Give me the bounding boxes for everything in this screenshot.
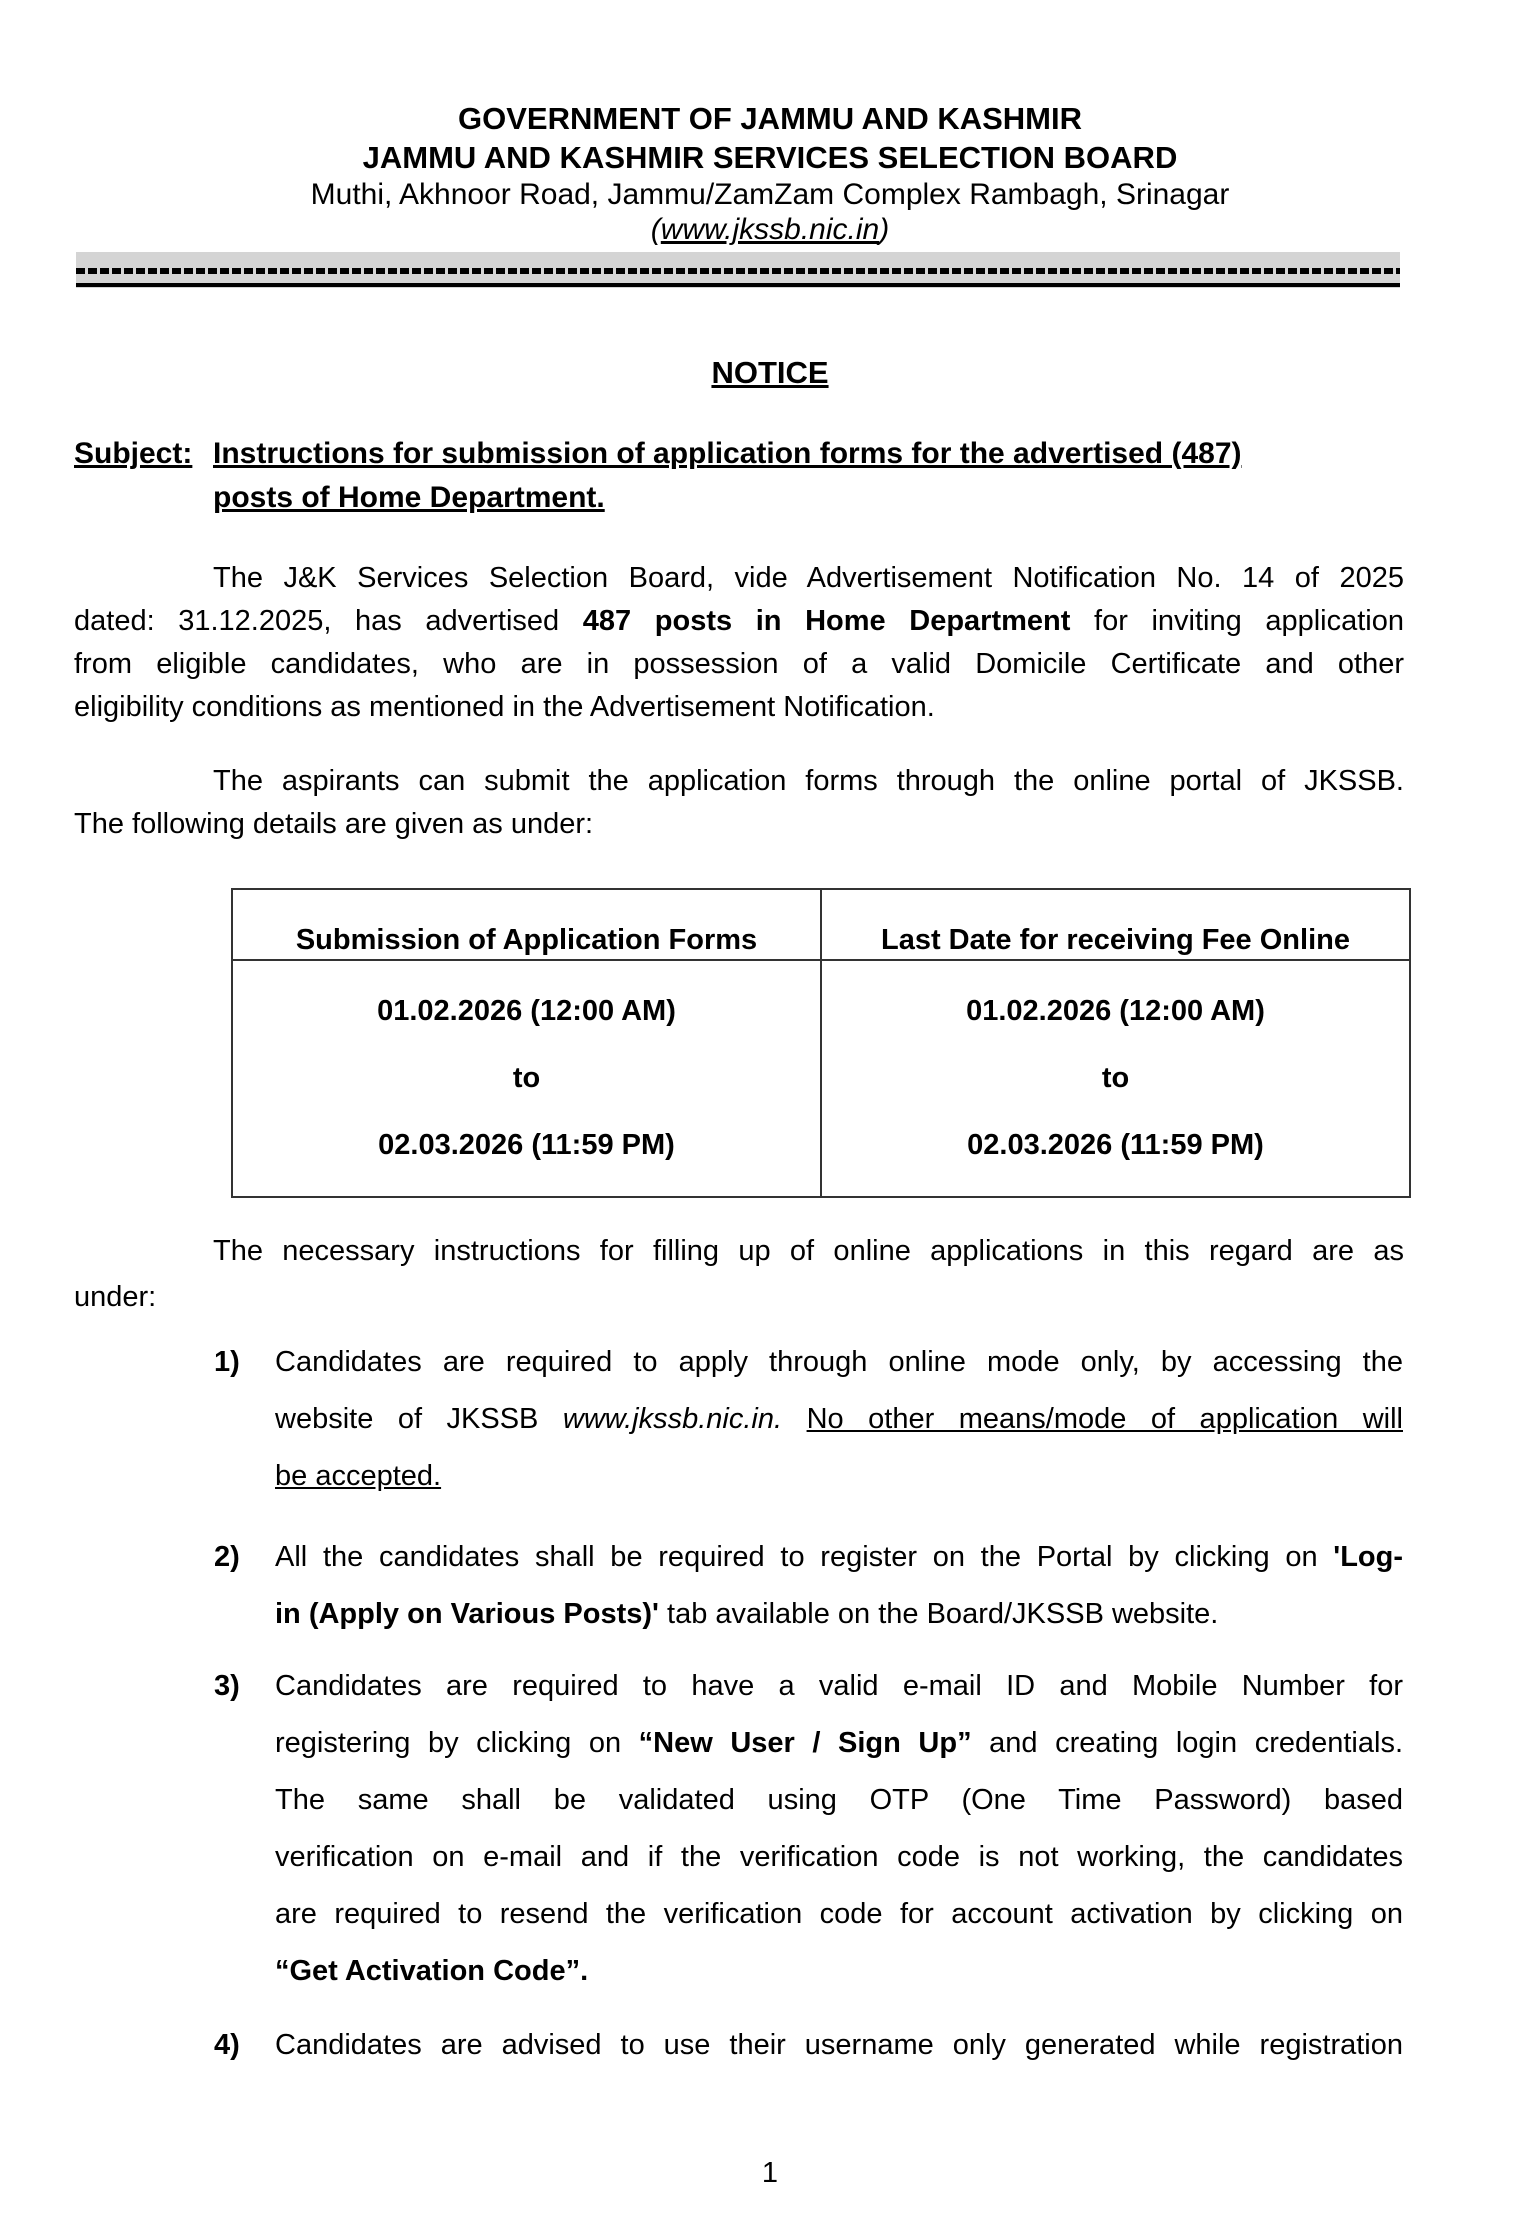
instruction-1-website[interactable]: www.jkssb.nic.in. (562, 1403, 783, 1435)
fee-start-date: 01.02.2026 (12:00 AM) (966, 995, 1265, 1027)
instruction-3-line2-tail: and creating login credentials. (971, 1727, 1403, 1759)
instruction-3-line2-text: registering by clicking on (275, 1727, 639, 1759)
para1-line1: The J&K Services Selection Board, vide Advertisement Notification No. 14 of 2025 (213, 562, 1404, 594)
instruction-3-line1: Candidates are required to have a valid e-mail ID and Mobile Number for (275, 1670, 1403, 1702)
header-website-line (0, 212, 1540, 248)
submission-end-date: 02.03.2026 (11:59 PM) (378, 1129, 675, 1161)
instruction-4 (275, 2017, 1403, 2074)
schedule-table-row (232, 960, 1410, 1197)
instruction-1-number: 1) (214, 1346, 240, 1378)
para1-posts-highlight: 487 posts in Home Department (582, 605, 1071, 637)
para1-line2 (74, 600, 1404, 643)
instruction-4-number: 4) (214, 2029, 240, 2061)
page-number: 1 (761, 2157, 779, 2189)
header-website-link[interactable]: www.jkssb.nic.in (660, 213, 880, 246)
instruction-2-line2 (275, 1586, 1403, 1643)
instruction-1-line2-text: website of JKSSB (275, 1403, 563, 1435)
instruction-3-line4: verification on e-mail and if the verification code is not working, the candidates (275, 1841, 1403, 1873)
fee-to-label: to (1101, 1062, 1130, 1094)
instruction-3-line2 (275, 1715, 1403, 1772)
instruction-4-line1: Candidates are advised to use their username only generated while registration (275, 2029, 1403, 2061)
paragraph-portal (74, 760, 1404, 846)
para3-line1: The necessary instructions for filling up of online applications in this regard are as (213, 1235, 1404, 1267)
schedule-table-header (232, 889, 1410, 960)
header-address: Muthi, Akhnoor Road, Jammu/ZamZam Complex Rambagh, Srinagar (310, 178, 1230, 211)
fee-end-date: 02.03.2026 (11:59 PM) (967, 1129, 1264, 1161)
submission-to-label: to (512, 1062, 541, 1094)
instruction-2-line1-text: All the candidates shall be required to register on the Portal by clicking on (275, 1541, 1334, 1573)
schedule-table (231, 888, 1411, 1198)
instruction-1-line1: Candidates are required to apply through online mode only, by accessing the (275, 1346, 1403, 1378)
instruction-2-login-tab-part1: 'Log- (1333, 1541, 1403, 1573)
subject-label: Subject: (74, 437, 193, 470)
paragraph-instructions-intro (74, 1228, 1404, 1320)
notice-title: NOTICE (711, 355, 829, 390)
para1-line4: eligibility conditions as mentioned in the Advertisement Notification. (74, 691, 935, 723)
subject-text-line2: posts of Home Department. (213, 481, 605, 514)
para3-line2: under: (74, 1281, 157, 1313)
para1-line2-text: dated: 31.12.2025, has advertised (74, 605, 583, 637)
submission-dates-cell (232, 960, 821, 1197)
column-header-fee: Last Date for receiving Fee Online (821, 889, 1410, 960)
header-dashed-rule (76, 268, 1400, 274)
para1-line3: from eligible candidates, who are in possession of a valid Domicile Certificate and other (74, 648, 1404, 680)
instruction-3-activation-label: “Get Activation Code”. (275, 1955, 589, 1987)
para2-line1: The aspirants can submit the application forms through the online portal of JKSSB. (213, 765, 1404, 797)
website-close-paren: ) (879, 213, 890, 246)
column-header-submission: Submission of Application Forms (232, 889, 821, 960)
fee-dates-cell (821, 960, 1410, 1197)
instruction-1-line2 (275, 1391, 1403, 1448)
header-board-name: JAMMU AND KASHMIR SERVICES SELECTION BOARD (362, 140, 1178, 175)
para2-line2: The following details are given as under: (74, 808, 594, 840)
instruction-2-login-tab-part2: in (Apply on Various Posts)' (275, 1598, 659, 1630)
header-government: GOVERNMENT OF JAMMU AND KASHMIR (457, 101, 1082, 136)
instruction-2-number: 2) (214, 1541, 240, 1573)
header-thick-rule (76, 283, 1400, 287)
instruction-2-line1 (275, 1529, 1403, 1586)
instruction-2 (275, 1529, 1403, 1643)
instruction-1 (275, 1334, 1403, 1505)
instruction-3-signup-label: “New User / Sign Up” (638, 1727, 972, 1759)
paragraph-advertisement (74, 557, 1404, 729)
website-open-paren: ( (650, 213, 661, 246)
instruction-3-line3: The same shall be validated using OTP (One Time Password) based (275, 1784, 1403, 1816)
instruction-3 (275, 1658, 1403, 2000)
subject-text-line1: Instructions for submission of application forms for the advertised (487) (213, 437, 1242, 470)
subject (74, 432, 1404, 520)
para1-line2-tail: for inviting application (1070, 605, 1404, 637)
instruction-1-line3: be accepted. (275, 1460, 442, 1492)
instruction-3-line5: are required to resend the verification code for account activation by clicking on (275, 1898, 1403, 1930)
instruction-3-number: 3) (214, 1670, 240, 1702)
instruction-1-warning: No other means/mode of application will (806, 1403, 1403, 1435)
submission-start-date: 01.02.2026 (12:00 AM) (377, 995, 676, 1027)
instruction-2-line2-text: tab available on the Board/JKSSB website. (658, 1598, 1219, 1630)
